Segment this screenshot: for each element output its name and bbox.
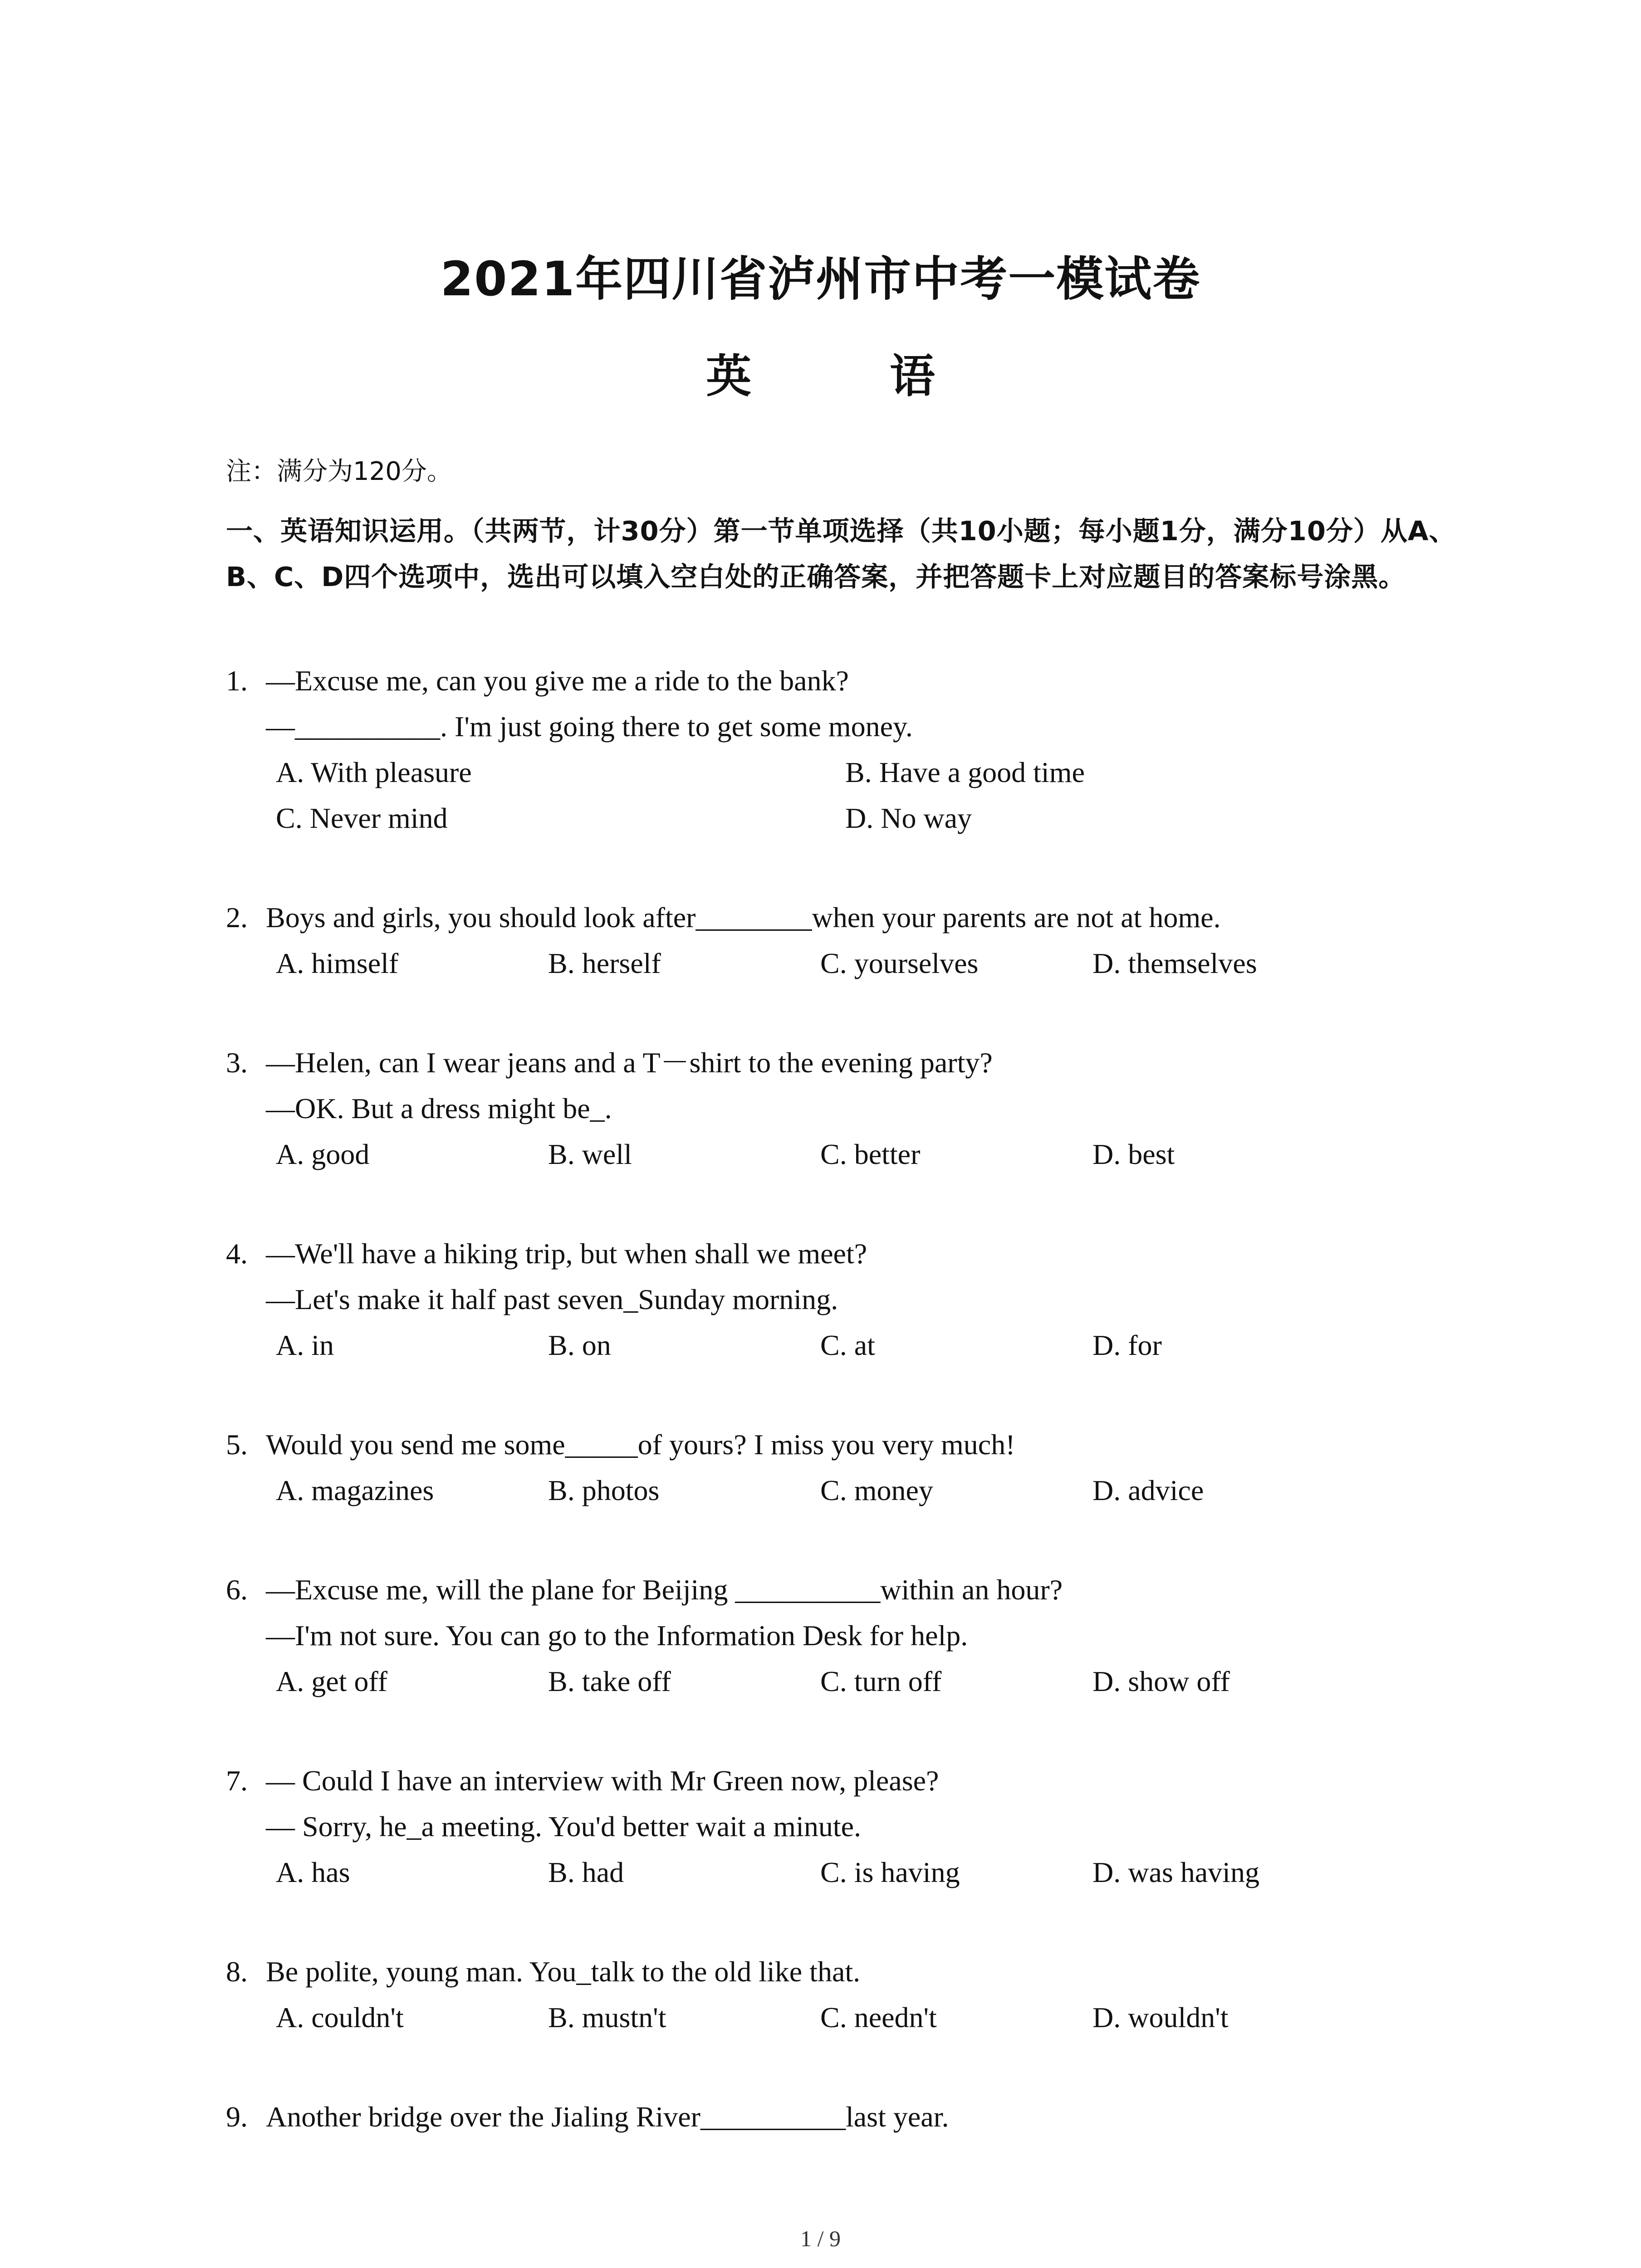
answer-option: C. better [820, 1138, 921, 1170]
answer-option: C. Never mind [276, 802, 448, 834]
question-spacer [226, 2040, 1474, 2094]
answer-option: B. take off [548, 1665, 671, 1697]
option-row [226, 1994, 1474, 2040]
answer-option: B. herself [548, 947, 661, 979]
question-spacer [226, 1368, 1474, 1422]
question-stem-text: Would you send me some_____of yours? I miss you very much! [266, 1428, 1015, 1461]
question-spacer [226, 1177, 1474, 1231]
answer-option: D. No way [845, 802, 972, 834]
question-number: 6. [226, 1574, 248, 1606]
question-stem-text: — Sorry, he_a meeting. You'd better wait a minute. [266, 1810, 862, 1843]
question-stem-line [226, 1567, 1474, 1613]
answer-option: D. was having [1092, 1856, 1259, 1888]
question-stem-text: —Helen, can I wear jeans and a T－shirt to the evening party? [266, 1046, 993, 1079]
option-row [226, 1322, 1474, 1368]
answer-option: A. in [276, 1329, 334, 1361]
question-item [226, 1567, 1474, 1704]
answer-option: C. needn't [820, 2001, 937, 2033]
question-stem-line [226, 1804, 1474, 1849]
answer-option: C. money [820, 1474, 933, 1506]
answer-option: D. best [1092, 1138, 1175, 1170]
question-spacer [226, 986, 1474, 1040]
question-item [226, 1040, 1474, 1177]
answer-option: A. good [276, 1138, 370, 1170]
question-stem-line [226, 1422, 1474, 1467]
option-row [226, 1849, 1474, 1895]
option-row [226, 749, 1474, 795]
question-spacer [226, 1513, 1474, 1567]
question-number: 2. [226, 901, 248, 934]
question-item [226, 1949, 1474, 2040]
question-stem-line [226, 704, 1474, 749]
question-stem-line [226, 1758, 1474, 1804]
page-indicator: 1 / 9 [800, 2226, 841, 2251]
answer-option: B. had [548, 1856, 624, 1888]
question-stem-line [226, 2094, 1474, 2140]
answer-option: A. couldn't [276, 2001, 404, 2033]
option-row [226, 795, 1474, 841]
question-stem-text: —Excuse me, will the plane for Beijing __________within an hour? [266, 1574, 1063, 1606]
question-stem-text: Boys and girls, you should look after________when your parents are not at home. [266, 901, 1221, 934]
question-number: 5. [226, 1428, 248, 1461]
question-spacer [226, 1704, 1474, 1758]
score-note: 注：满分为120分。 [226, 457, 452, 486]
answer-option: D. themselves [1092, 947, 1257, 979]
question-stem-line [226, 1613, 1474, 1658]
section-instructions: 一、英语知识运用。（共两节，计30分）第一节单项选择（共10小题；每小题1分，满分10分）从A、B、C、D四个选项中，选出可以填入空白处的正确答案，并把答题卡上对应题目的答案标号涂黑。 [226, 515, 1456, 592]
answer-option: B. mustn't [548, 2001, 666, 2033]
question-number: 4. [226, 1237, 248, 1270]
question-stem-line [226, 1085, 1474, 1131]
answer-option: B. photos [548, 1474, 660, 1506]
question-item [226, 658, 1474, 841]
question-stem-text: —Excuse me, can you give me a ride to the bank? [266, 665, 849, 697]
answer-option: C. is having [820, 1856, 960, 1888]
answer-option: A. magazines [276, 1474, 434, 1506]
question-number: 3. [226, 1046, 248, 1079]
question-stem-text: —OK. But a dress might be_. [266, 1092, 612, 1124]
exam-title: 2021年四川省泸州市中考一模试卷 [440, 251, 1201, 307]
answer-option: C. at [820, 1329, 875, 1361]
answer-option: B. well [548, 1138, 632, 1170]
question-stem-text: —We'll have a hiking trip, but when shall we meet? [266, 1237, 867, 1270]
question-number: 7. [226, 1765, 248, 1797]
question-item [226, 2094, 1474, 2140]
option-row [226, 1658, 1474, 1704]
question-spacer [226, 841, 1474, 894]
question-stem-text: —__________. I'm just going there to get some money. [266, 710, 913, 743]
question-number: 9. [226, 2101, 248, 2133]
question-item [226, 1758, 1474, 1895]
option-row [226, 1131, 1474, 1177]
answer-option: D. advice [1092, 1474, 1204, 1506]
question-item [226, 1231, 1474, 1368]
option-row [226, 940, 1474, 986]
question-stem-line [226, 1040, 1474, 1085]
answer-option: A. With pleasure [276, 756, 472, 788]
question-list [226, 658, 1474, 2140]
question-stem-text: Another bridge over the Jialing River__________last year. [266, 2101, 949, 2133]
question-stem-line [226, 1949, 1474, 1994]
question-stem-text: — Could I have an interview with Mr Green now, please? [266, 1765, 939, 1797]
question-number: 1. [226, 665, 248, 697]
question-item [226, 1422, 1474, 1513]
question-item [226, 894, 1474, 986]
question-stem-text: —I'm not sure. You can go to the Information Desk for help. [266, 1619, 968, 1652]
question-stem-line [226, 1276, 1474, 1322]
answer-option: D. for [1092, 1329, 1162, 1361]
subject-title: 英 语 [706, 350, 976, 403]
answer-option: A. himself [276, 947, 399, 979]
answer-option: A. get off [276, 1665, 387, 1697]
question-stem-line [226, 1231, 1474, 1276]
question-stem-line [226, 658, 1474, 704]
answer-option: D. wouldn't [1092, 2001, 1229, 2033]
question-stem-text: Be polite, young man. You_talk to the old like that. [266, 1955, 861, 1988]
answer-option: A. has [276, 1856, 350, 1888]
question-stem-line [226, 894, 1474, 940]
answer-option: D. show off [1092, 1665, 1230, 1697]
question-spacer [226, 1895, 1474, 1949]
answer-option: B. on [548, 1329, 611, 1361]
question-stem-text: —Let's make it half past seven_Sunday morning. [266, 1283, 838, 1315]
answer-option: B. Have a good time [845, 756, 1085, 788]
answer-option: C. turn off [820, 1665, 942, 1697]
answer-option: C. yourselves [820, 947, 979, 979]
option-row [226, 1467, 1474, 1513]
question-number: 8. [226, 1955, 248, 1988]
